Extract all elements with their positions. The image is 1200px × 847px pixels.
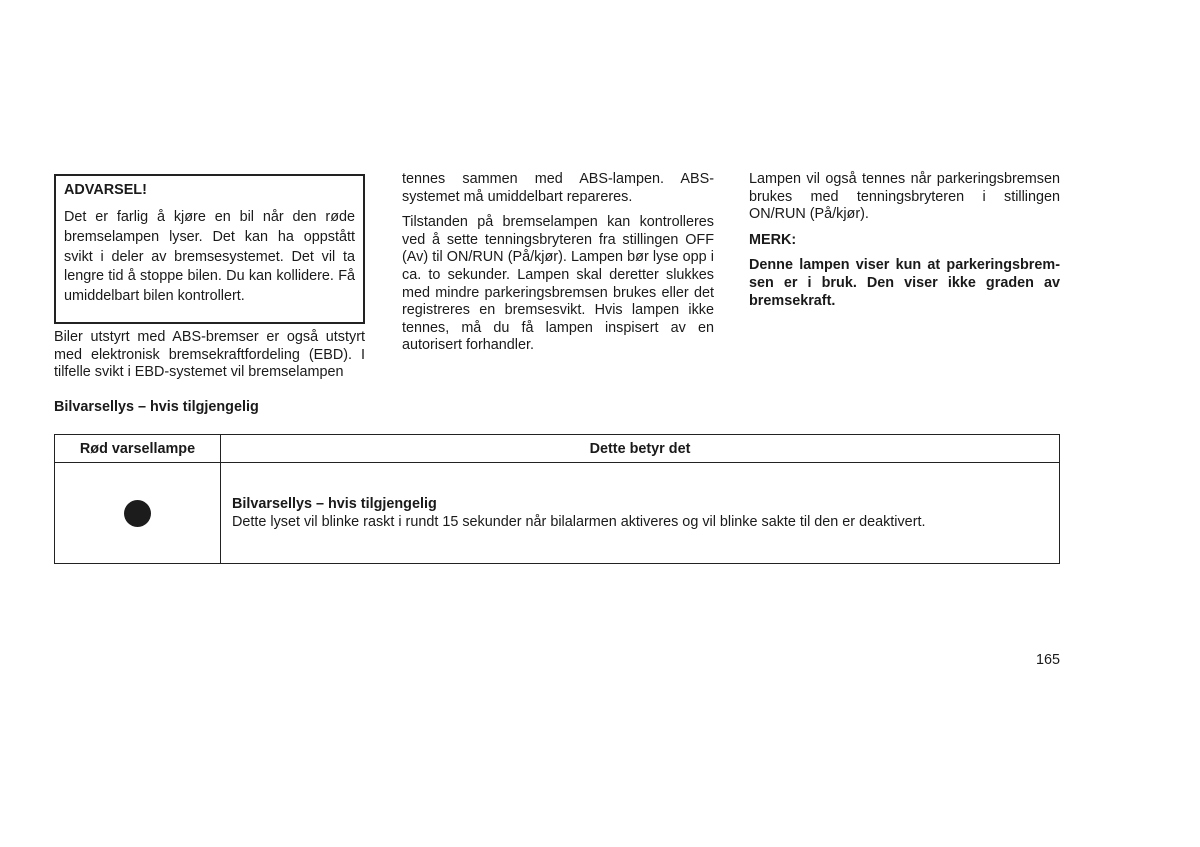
page-number: 165 [1035,652,1060,668]
table-header-lamp: Rød varsellampe [55,435,221,463]
warning-text: Det er farlig å kjøre en bil når den røde bremselampen lyser. Det kan ha oppstått svikt i deler av bremsesystemet. Det vil ta lengre tid å stoppe bilen. Du kan kollidere. Få umiddelbart bilen kontrollert. [64,209,355,305]
row-text: Dette lyset vil blinke raskt i rundt 15 sekunder når bilalarmen aktiveres og vil blinke sakte til den er deaktivert. [232,514,926,530]
table-header-meaning: Dette betyr det [221,435,1060,463]
ebd-paragraph: Biler utstyrt med ABS-bremser er også utstyrt med elektronisk bremsekraftfordeling (EBD). I tilfelle svikt i EBD-systemet vil bremselampen [54,328,365,381]
description-cell [221,463,1060,564]
note-title: MERK: [749,231,797,248]
note-text: Denne lampen viser kun at parkeringsbremsen er i bruk. Den viser ikke graden av bremsekraft. [749,257,1060,309]
table-header-row [55,435,1060,463]
column-3 [749,171,1060,318]
row-title: Bilvarsellys – hvis tilgjengelig [232,496,437,512]
warning-lamp-table [54,434,1060,564]
lamp-cell [55,463,221,564]
brake-lamp-check-paragraph: Tilstanden på bremselampen kan kontrolleres ved å sette tenningsbryteren fra stillingen OFF (Av) til ON/RUN (På/kjør). Lampen bør lyse opp i ca. to sekunder. Lampen skal deretter slukkes med mindre parkeringsbremsen brukes eller det registreres en bremsesvikt. Hvis lampen ikke tennes, må du få lampen inspisert av en autorisert forhandler. [402,214,714,354]
section-heading: Bilvarsellys – hvis tilgjengelig [54,399,259,415]
warning-box [54,174,365,324]
table-row [55,463,1060,564]
warning-lamp-icon [124,500,151,527]
warning-title: ADVARSEL! [64,182,147,198]
parking-brake-paragraph: Lampen vil også tennes når parkeringsbremsen brukes med tenningsbryteren i stillingen ON/RUN (På/kjør). [749,171,1060,223]
abs-paragraph: tennes sammen med ABS-lampen. ABS-systemet må umiddelbart repareres. [402,171,714,205]
column-2 [402,171,714,363]
column-1 [54,174,365,390]
